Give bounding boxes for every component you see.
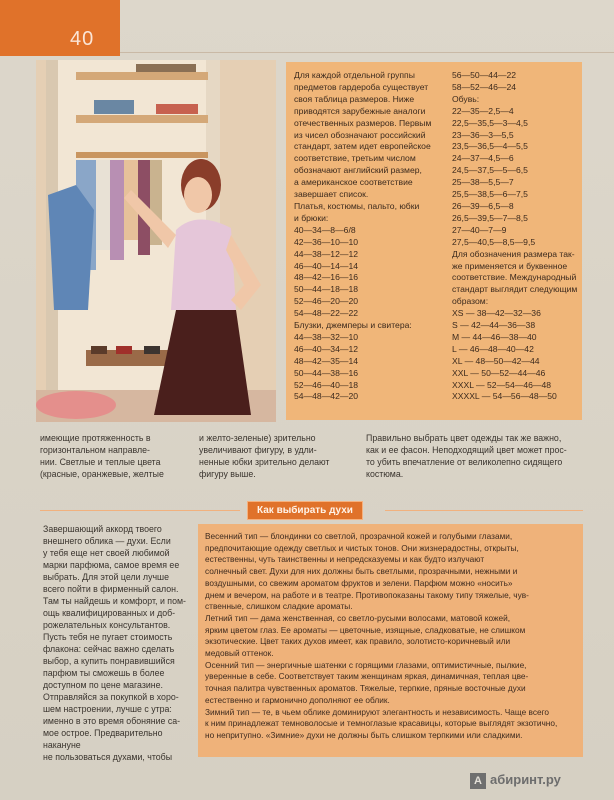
- body-paragraph-1: имеющие протяженность в горизонтальном направле- нии. Светлые и теплые цвета (красные, оранжевые, желтые: [40, 433, 164, 479]
- wardrobe-photo: [36, 60, 276, 422]
- section-rule-left: [40, 510, 240, 511]
- section-title: Как выбирать духи: [247, 501, 363, 520]
- size-chart-right-column: 56—50—44—22 58—52—46—24 Обувь: 22—35—2,5—4 22,5—35,5—3—4,5 23—36—3—5,5 23,5—36,5—4—5,5 24—37—4,5—6 24,5—37,5—5—6,5 25—38—5,5—7 25,5—38,5—6—7,5 26—39—6,5—8 26,5—39,5—7—8,5 27—40—7—9 27,5—40,5—8,5—9,5 Для обозначения размера так- же применяется и буквенное соответствие. Международный стандарт выглядит следующим образом: XS — 38—42—32—36 S — 42—44—36—38 M — 44—46—38—40 L — 46—48—40—42 XL — 48—50—42—44 XXL — 50—52—44—46 XXXL — 52—54—46—48 XXXXL — 54—56—48—50: [452, 70, 578, 402]
- section-rule-right: [385, 510, 583, 511]
- body-paragraph-2: и желто-зеленые) зрительно увеличивают фигуру, в удли- ненные юбки зрительно делают фигуру выше.: [199, 433, 330, 479]
- size-chart-panel: [286, 62, 582, 420]
- watermark: [470, 772, 561, 789]
- labirint-logo-icon: А: [470, 773, 486, 789]
- watermark-text: абиринт.ру: [490, 772, 561, 787]
- season-types-text: Весенний тип — блондинки со светлой, прозрачной кожей и голубыми глазами, предпочитающие одежду светлых и чистых тонов. Они жизнерадостны, открыты, естественны, чуть таинственны и непредсказуемы и как будто излучают солнечный свет. Духи для них должны быть светлыми, прозрачными, нежными и воздушными, со свежим ароматом фруктов и зелени. Парфюм можно «носить» днем и вечером, на работе и в театре. Противопоказаны такому типу тяжелые, чув- ственные, слишком сладкие ароматы. Летний тип — дама женственная, со светло-русыми волосами, матовой кожей, ярким цветом глаз. Ее ароматы — цветочные, изящные, сладковатые, не слишком экзотические. Цвет таких духов имеет, как правило, золотисто-коричневый или медовый оттенок. Осенний тип — энергичные шатенки с горящими глазами, оптимистичные, пылкие, уверенные в себе. Соответствует таким женщинам яркая, динамичная, теплая цве- точная палитра чувственных ароматов. Тяжелые, терпкие, пряные восточные духи естественно и гармонично дополняют ее облик. Зимний тип — те, в чьем облике доминируют элегантность и независимость. Чаще всего к ним принадлежат темноволосые и темноглазые красавицы, которые выглядят экзотично, но непритупно. «Зимние» духи не должны быть слишком терпкими или сладкими.: [205, 531, 558, 740]
- season-types-box: [198, 524, 583, 757]
- page-header-bar: [0, 0, 120, 56]
- perfume-intro-text: Завершающий аккорд твоего внешнего облика — духи. Если у тебя еще нет своей любимой марки парфюма, самое время ее выбрать. Для этой цели лучше всего пойти в фирменный салон. Там ты найдешь и комфорт, и пом- ощь квалифицированных и доб- рожелательных консультантов. Пусть тебя не пугает стоимость флакона: сейчас важно сделать выбор, а купить понравившийся парфюм ты сможешь в более доступном по цене магазине. Отправляйся за покупкой в хоро- шем настроении, лучше с утра: именно в это время обоняние са- мое острое. Предварительно накануне не пользоваться духами, чтобы: [43, 524, 186, 762]
- size-chart-left-column: Для каждой отдельной группы предметов гардероба существует своя таблица размеров. Ниже приводятся зарубежные аналоги отечественных размеров. Первым из чисел обозначают российский стандарт, затем идет европейское соответствие, третьим числом обозначают английский размер, а американское соответствие завершает список. Платья, костюмы, пальто, юбки и брюки: 40—34—8—6/8 42—36—10—10 44—38—12—12 46—40—14—14 48—42—16—16 50—44—18—18 52—46—20—20 54—48—22—22 Блузки, джемперы и свитера: 44—38—32—10 46—40—34—12 48—42—35—14 50—44—38—16 52—46—40—18 54—48—42—20: [294, 70, 432, 402]
- header-rule: [120, 52, 614, 53]
- page-number: 40: [70, 28, 95, 50]
- body-paragraph-3: Правильно выбрать цвет одежды так же важно, как и ее фасон. Неподходящий цвет может прос- то убить впечатление от великолепно сидящего костюма.: [366, 433, 567, 479]
- woman-at-wardrobe-illustration: [36, 60, 276, 422]
